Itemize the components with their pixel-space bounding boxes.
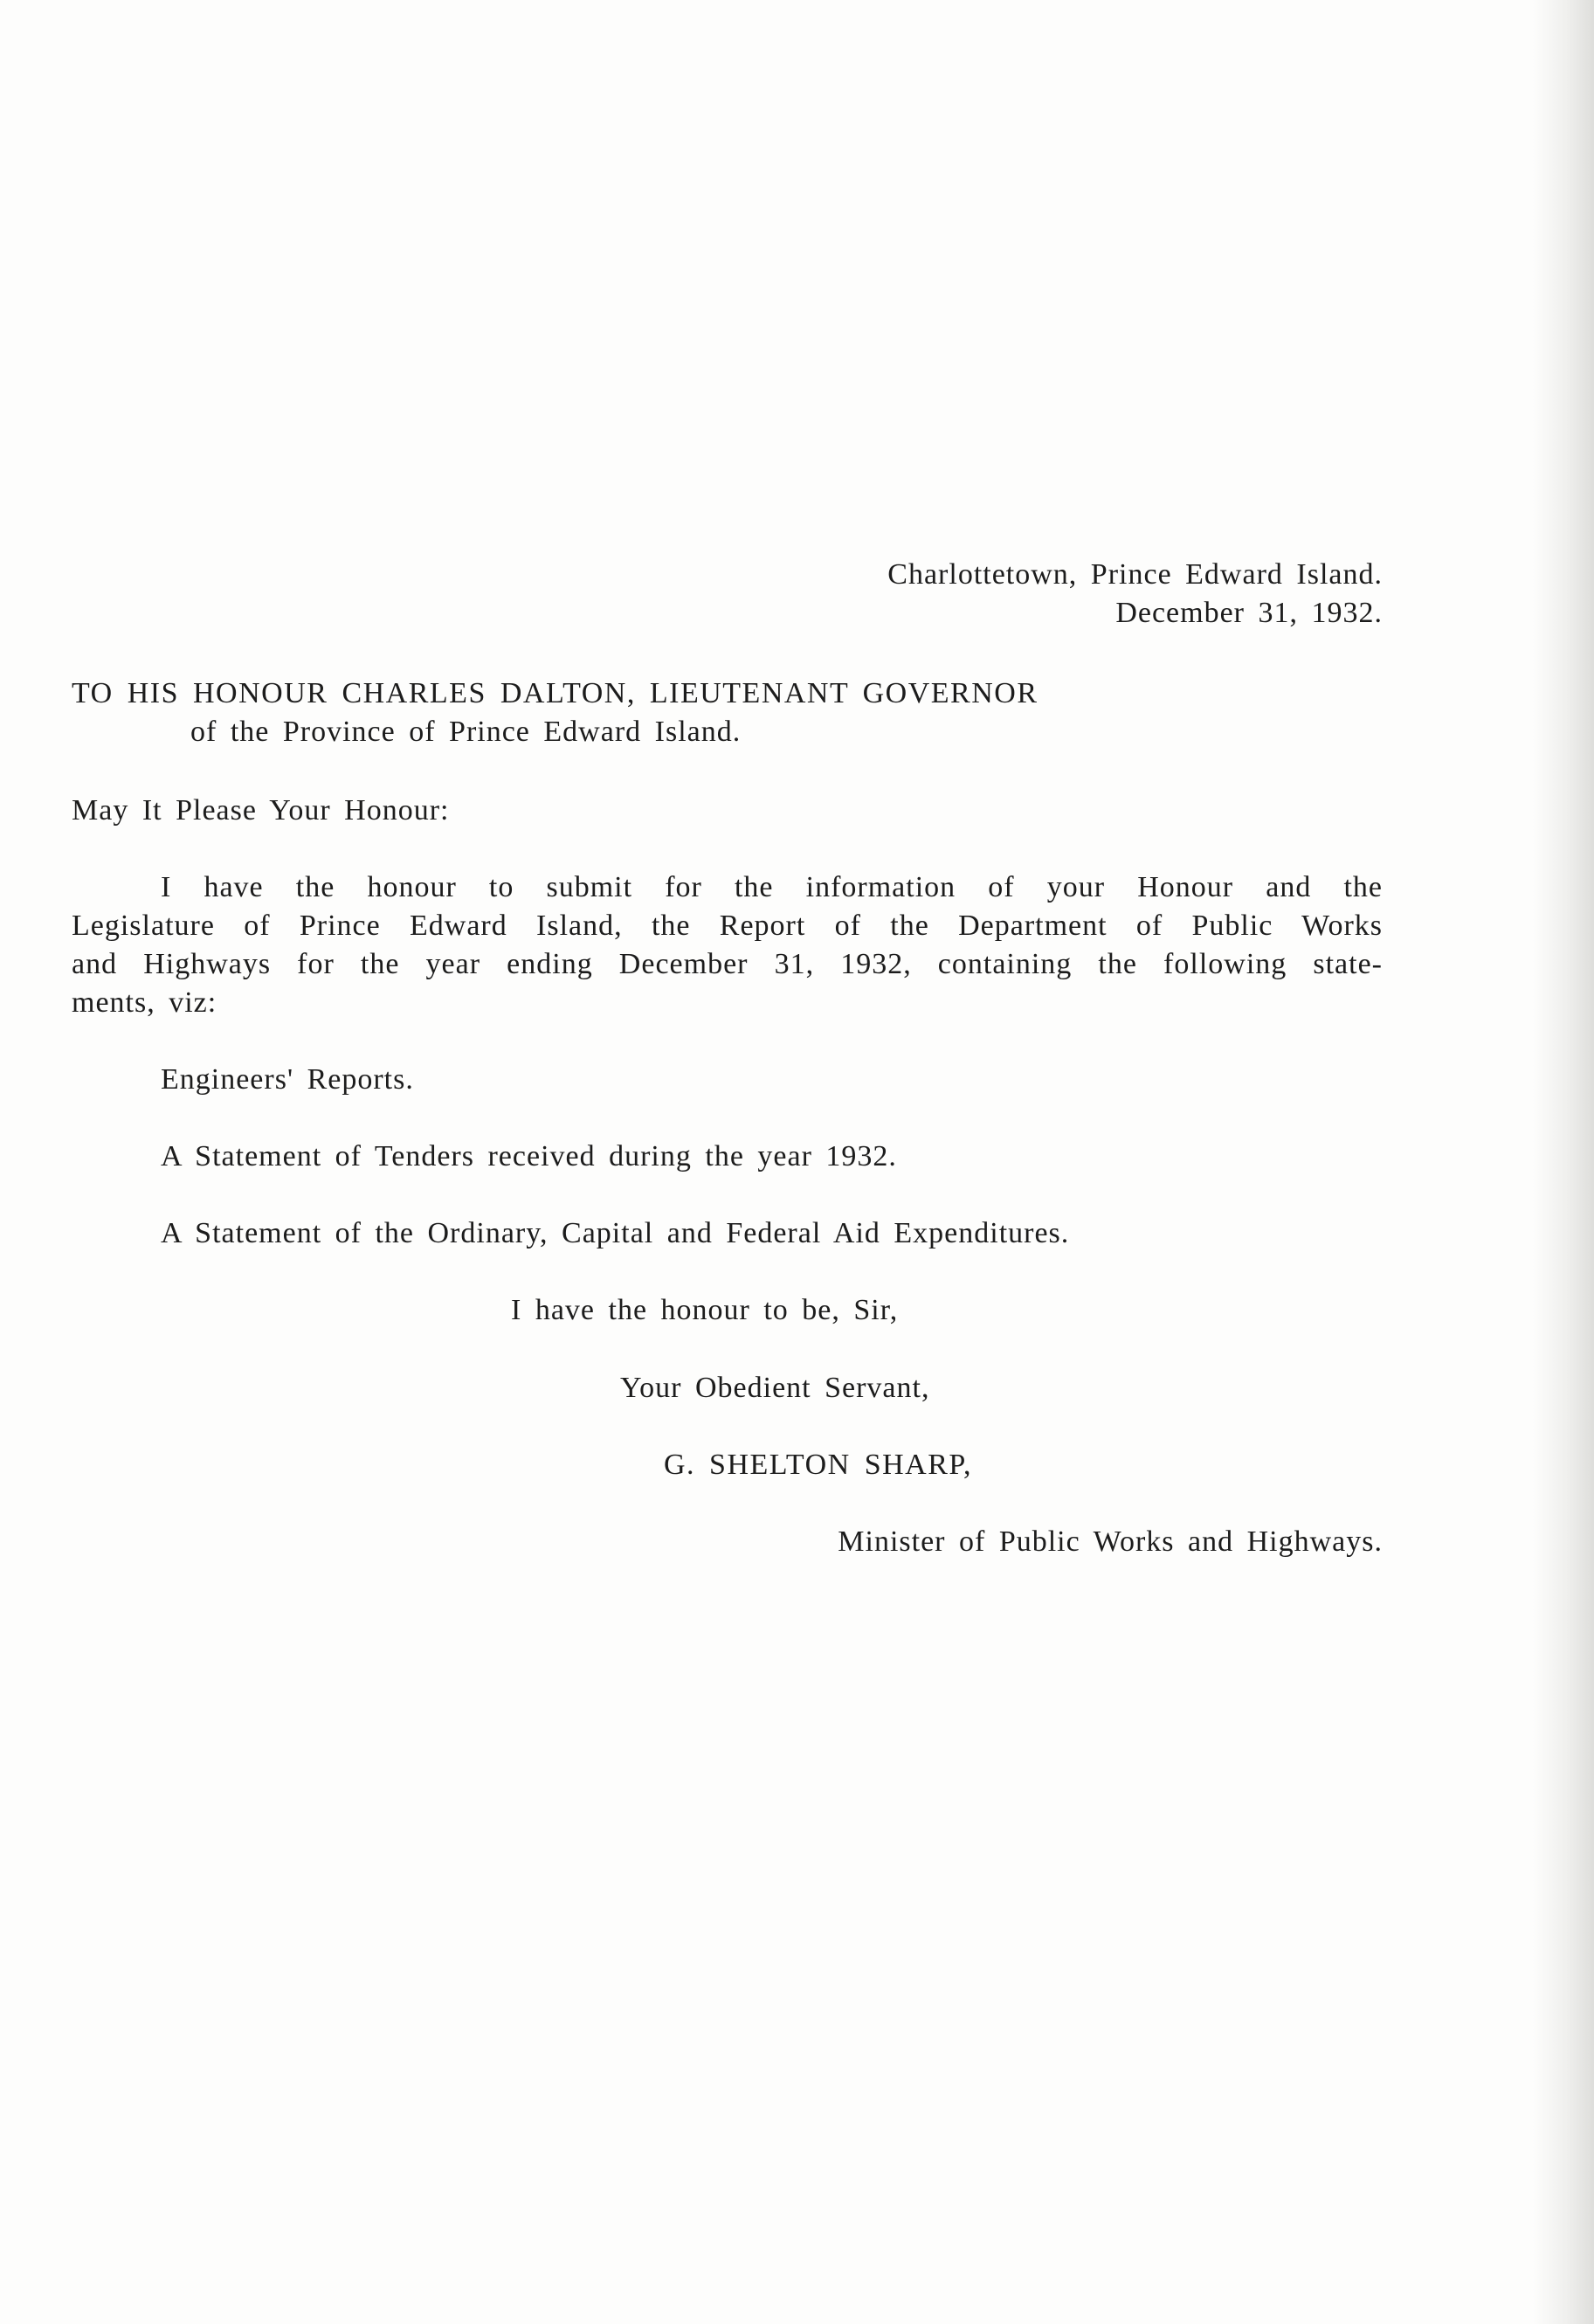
body-line-1: I have the honour to submit for the information of your Honour and the [161,871,1383,903]
page-edge-shading [1533,0,1594,2324]
addressee-line-1: TO HIS HONOUR CHARLES DALTON, LIEUTENANT GOVERNOR [72,677,1039,709]
signatory-name: G. SHELTON SHARP, [664,1449,973,1481]
statement-item: A Statement of Tenders received during the year 1932. [161,1140,897,1172]
statement-item: Engineers' Reports. [161,1063,414,1096]
signatory-title: Minister of Public Works and Highways. [838,1525,1383,1558]
salutation: May It Please Your Honour: [72,794,450,827]
body-line-3: and Highways for the year ending December 31, 1932, containing the following state- [72,948,1383,980]
closing-line: I have the honour to be, Sir, [511,1294,899,1326]
valediction: Your Obedient Servant, [620,1372,930,1404]
addressee-line-2: of the Province of Prince Edward Island. [190,716,742,748]
body-line-2: Legislature of Prince Edward Island, the Report of the Department of Public Works [72,910,1383,942]
date-line: December 31, 1932. [1115,597,1383,629]
body-line-4: ments, viz: [72,986,217,1019]
statement-item: A Statement of the Ordinary, Capital and Federal Aid Expenditures. [161,1217,1070,1249]
place-line: Charlottetown, Prince Edward Island. [887,558,1383,591]
